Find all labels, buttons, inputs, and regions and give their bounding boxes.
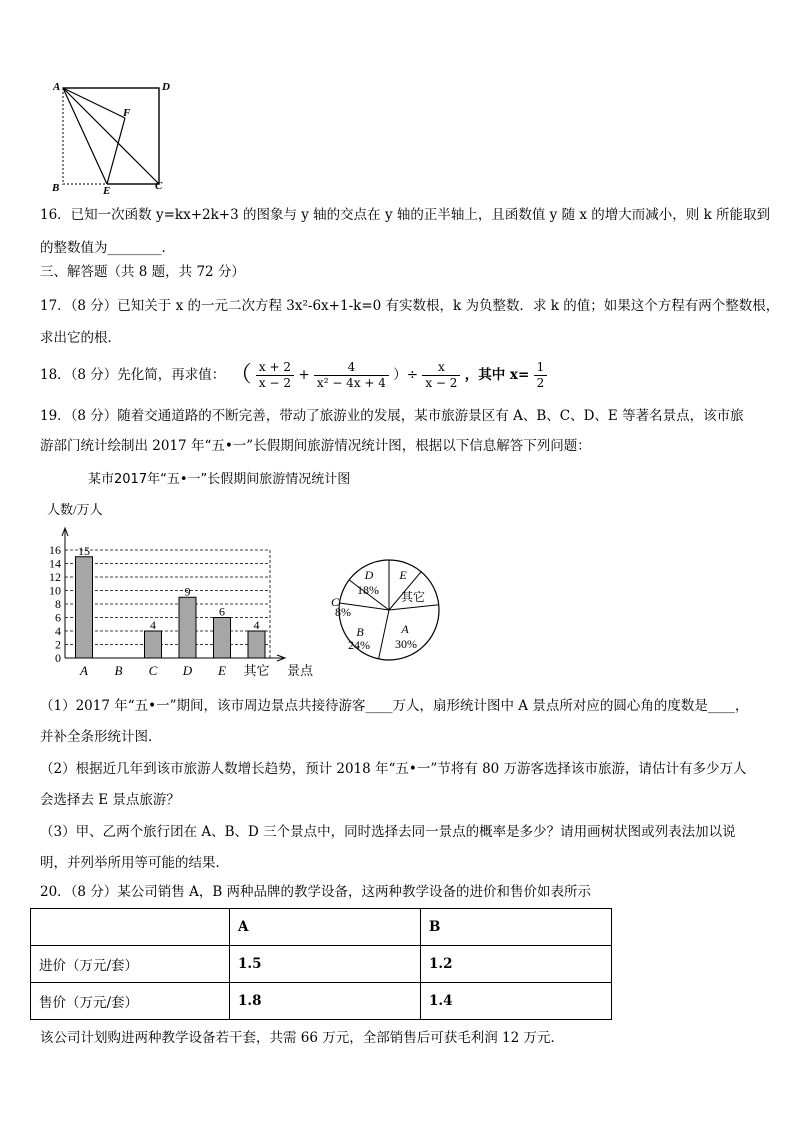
- y-tick-label: 12: [49, 570, 61, 584]
- x-tick-label: B: [114, 663, 123, 678]
- x-tick-label: A: [80, 663, 88, 678]
- q20-line1: 20．（8 分）某公司销售 A，B 两种品牌的教学设备，这两种教学设备的进价和售价如表所示: [40, 884, 592, 900]
- q18-prefix: 18．（8 分）先化简，再求值：: [40, 367, 226, 383]
- bar-D: [179, 597, 196, 658]
- q19-line1: 19．（8 分）随着交通道路的不断完善，带动了旅游业的发展，某市旅游景区有 A、B、C、D、E 等著名景点，该市旅: [40, 408, 744, 424]
- section-heading: 三、解答题（共 8 题，共 72 分）: [40, 264, 245, 280]
- table-header-row: [31, 909, 612, 946]
- bar-E: [214, 618, 231, 659]
- x-tick-label: E: [218, 663, 226, 678]
- fraction-3: $\frac{x}{x - 2}$: [422, 360, 460, 391]
- y-axis-label: 人数/万人: [47, 502, 103, 517]
- x-tick-label: 其它: [243, 663, 270, 678]
- bar-value-label: 9: [184, 584, 191, 599]
- bar-value-label: 6: [219, 604, 225, 619]
- table-row: [31, 983, 612, 1020]
- pie-chart: [325, 555, 455, 665]
- q19-sub1b: 并补全条形统计图．: [40, 729, 162, 745]
- label-f: F: [123, 107, 131, 119]
- segment-ef: [107, 118, 125, 184]
- q19-sub3b: 明，并列举所用等可能的结果．: [40, 855, 229, 871]
- close-and-divide: ）÷: [393, 367, 419, 383]
- q19-sub2a: （2）根据近几年到该市旅游人数增长趋势，预计 2018 年“五•一”节将有 80 万游客选择该市旅游，请估计有多少万人: [40, 761, 747, 777]
- table-cell: 1.4: [421, 983, 612, 1020]
- x-axis-label: 景点: [287, 663, 314, 678]
- q18-line: [40, 358, 547, 393]
- bar-C: [145, 631, 162, 658]
- price-table: [30, 908, 612, 1020]
- x-tick-label: D: [182, 663, 193, 678]
- q16-line1: 16．已知一次函数 y=kx+2k+3 的图象与 y 轴的交点在 y 轴的正半轴上，且函数值 y 随 x 的增大而减小，则 k 所能取到: [40, 207, 771, 223]
- q17-line1: 17．（8 分）已知关于 x 的一元二次方程 3x²-6x+1-k=0 有实数根，k 为负整数．求 k 的值；如果这个方程有两个整数根，: [40, 298, 780, 314]
- segment-ae: [63, 88, 107, 184]
- table-cell: 1.2: [421, 946, 612, 983]
- bar-value-label: 15: [78, 543, 90, 558]
- table-cell: [31, 909, 230, 946]
- table-cell: A: [230, 909, 421, 946]
- q17-line2: 求出它的根．: [40, 330, 121, 346]
- bar-chart: [25, 495, 325, 685]
- pie-percent-B: 24%: [348, 638, 370, 652]
- bar-value-label: 4: [253, 618, 260, 632]
- pie-label-A: A: [401, 622, 409, 636]
- table-cell: 1.5: [230, 946, 421, 983]
- q18-open-paren: （: [229, 362, 252, 388]
- label-b: B: [52, 182, 60, 194]
- segment-af: [63, 88, 125, 118]
- fraction-2: $\frac{4}{\text{x² − 4x + 4}}$: [314, 360, 389, 391]
- q19-line2: 游部门统计绘制出 2017 年“五•一”长假期间旅游情况统计图，根据以下信息解答下列问题：: [40, 438, 591, 454]
- table-row: [31, 946, 612, 983]
- label-c: C: [155, 180, 163, 192]
- label-a: A: [53, 81, 61, 93]
- q19-sub1a: （1）2017 年“五•一”期间，该市周边景点共接待游客____万人，扇形统计图中 A 景点所对应的圆心角的度数是____，: [40, 698, 749, 714]
- bar-A: [76, 557, 93, 658]
- y-tick-label: 10: [49, 583, 61, 598]
- pie-label-D: D: [364, 568, 374, 582]
- table-cell: B: [421, 909, 612, 946]
- pie-label-C: C: [330, 595, 340, 609]
- where-clause: ，其中 x=: [464, 367, 530, 383]
- pie-percent-C: 8%: [335, 605, 351, 619]
- pie-label-E: E: [399, 568, 407, 582]
- y-tick-label: 4: [55, 624, 61, 638]
- fraction-1: $\frac{x + 2}{x - 2}$: [256, 360, 294, 391]
- pie-label-其它: 其它: [400, 590, 426, 604]
- table-cell: 1.8: [230, 983, 421, 1020]
- x-tick-label: C: [148, 663, 158, 678]
- bar-其它: [248, 631, 265, 658]
- bar-value-label: 4: [150, 618, 156, 632]
- y-tick-label: 16: [49, 543, 61, 557]
- label-e: E: [103, 185, 111, 197]
- y-tick-label: 14: [49, 556, 61, 571]
- q19-sub2b: 会选择去 E 景点旅游？: [40, 792, 180, 808]
- table-cell: 售价（万元/套）: [31, 983, 230, 1020]
- chart-title: 某市2017年“五•一”长假期间旅游情况统计图: [88, 472, 351, 487]
- table-cell: 进价（万元/套）: [31, 946, 230, 983]
- y-tick-label: 8: [55, 597, 61, 611]
- q20-after: 该公司计划购进两种教学设备若干套，共需 66 万元，全部销售后可获毛利润 12 万元．: [40, 1030, 565, 1046]
- pie-percent-D: 18%: [357, 583, 379, 597]
- y-tick-label: 2: [55, 637, 61, 652]
- y-tick-label: 6: [55, 610, 61, 625]
- y-tick-label: 0: [55, 651, 61, 665]
- q16-line2: 的整数值为________．: [40, 240, 175, 256]
- label-d: D: [162, 81, 170, 93]
- geometry-figure: [45, 78, 180, 198]
- pie-label-B: B: [356, 625, 364, 639]
- q19-sub3a: （3）甲、乙两个旅行团在 A、B、D 三个景点中，同时选择去同一景点的概率是多少？请用画树状图或列表法加以说: [40, 824, 736, 840]
- x-value-fraction: $\frac{1}{2}$: [534, 360, 548, 391]
- plus-sign: +: [298, 367, 310, 383]
- pie-percent-A: 30%: [395, 637, 417, 651]
